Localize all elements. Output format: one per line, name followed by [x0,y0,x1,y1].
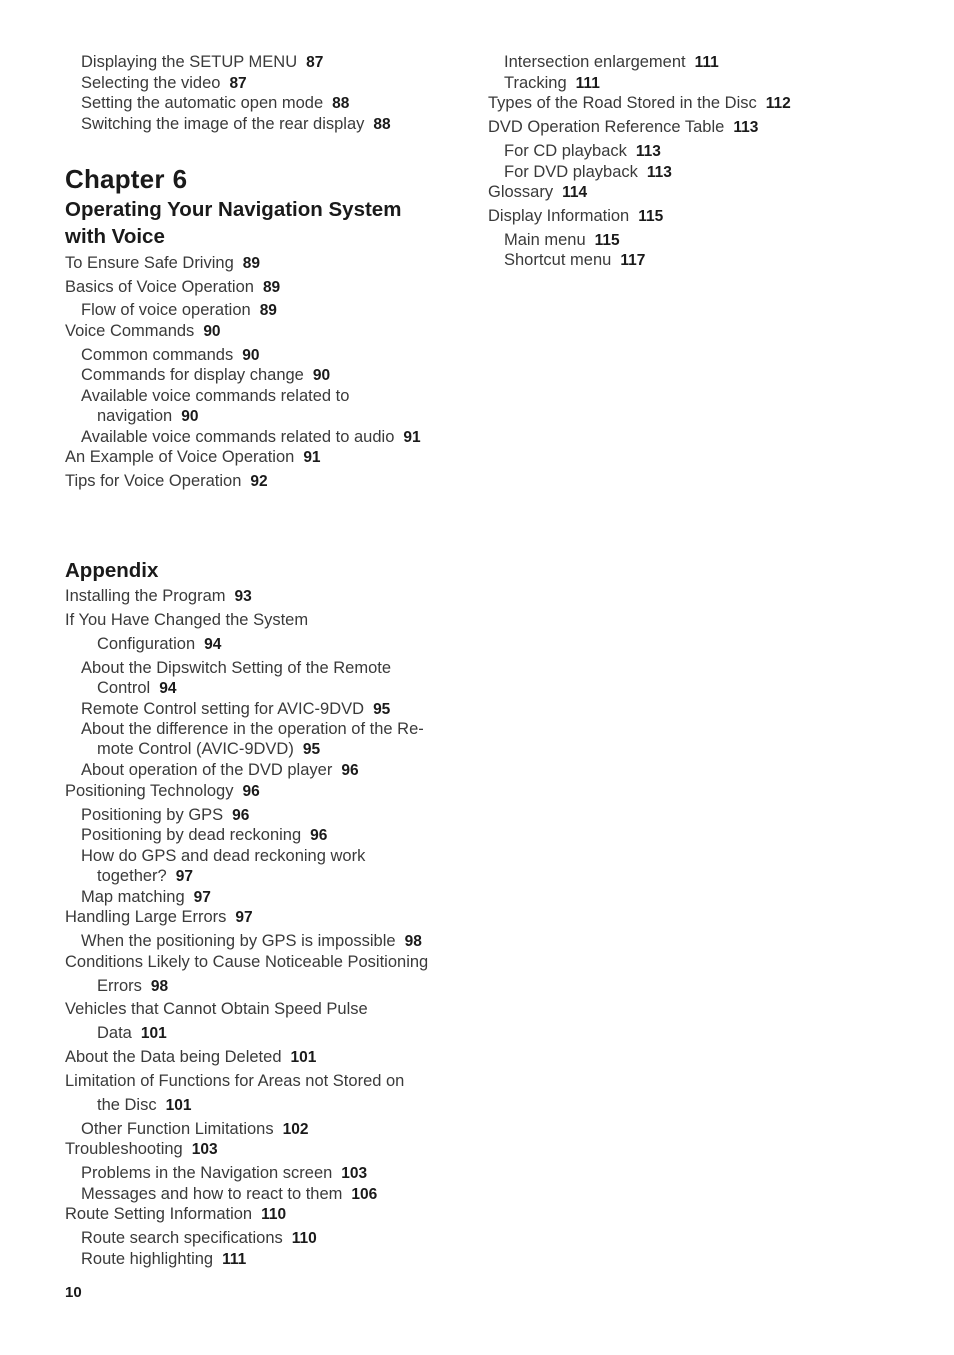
toc-entry[interactable]: Troubleshooting 103 [65,1140,218,1158]
toc-entry[interactable]: Route Setting Information 110 [65,1205,287,1223]
page-ref: 87 [306,54,324,71]
page-ref: 87 [229,75,247,92]
toc-entry[interactable]: Voice Commands 90 [65,322,221,340]
page-ref: 101 [290,1049,317,1066]
page-ref: 110 [291,1230,317,1247]
page-ref: 113 [646,164,672,181]
toc-entry[interactable]: Flow of voice operation 89 [81,301,277,319]
toc-entry[interactable]: About the Dipswitch Setting of the Remote Control 94 [81,659,392,697]
page-ref: 90 [203,323,221,340]
toc-entry[interactable]: Problems in the Navigation screen 103 [81,1164,368,1182]
page-ref: 97 [193,889,211,906]
toc-entry[interactable]: Basics of Voice Operation 89 [65,278,281,296]
page-ref: 114 [562,184,588,201]
page-ref: 96 [341,762,359,779]
toc-entry[interactable]: Setting the automatic open mode 88 [81,94,350,112]
toc-entry[interactable]: About the difference in the operation of the Re- mote Control (AVIC-9DVD) 95 [81,720,424,758]
page-number: 10 [65,1284,82,1301]
page-ref: 94 [204,636,222,653]
page-ref: 96 [310,827,328,844]
page-ref: 89 [262,279,281,296]
toc-entry[interactable]: Display Information 115 [488,207,664,225]
page-ref: 88 [373,116,391,133]
page-ref: 101 [140,1025,167,1042]
appendix-heading: Appendix [65,559,159,582]
toc-entry[interactable]: Common commands 90 [81,346,260,364]
toc-entry[interactable]: Positioning by GPS 96 [81,806,250,824]
chapter-title-line-1: Operating Your Navigation System [65,198,402,221]
page-ref: 96 [232,807,250,824]
page-ref: 113 [635,143,661,160]
toc-entry[interactable]: Commands for display change 90 [81,366,331,384]
page-ref: 115 [638,208,664,225]
page-ref: 111 [575,75,600,92]
page-ref: 89 [259,302,277,319]
page-ref: 111 [222,1251,247,1268]
toc-entry[interactable]: Positioning Technology 96 [65,782,260,800]
page-ref: 95 [302,741,321,758]
page-ref: 101 [165,1097,192,1114]
page-ref: 115 [594,232,620,249]
chapter-heading: Chapter 6 [65,164,188,194]
toc-entry[interactable]: Shortcut menu 117 [504,251,646,269]
toc-entry[interactable]: Route search specifications 110 [81,1229,317,1247]
page-ref: 95 [373,701,391,718]
page-ref: 102 [282,1121,309,1138]
toc-entry[interactable]: Positioning by dead reckoning 96 [81,826,328,844]
toc-entry[interactable]: If You Have Changed the System Configuration 94 [65,611,309,653]
toc-entry[interactable]: Displaying the SETUP MENU 87 [81,53,324,71]
page-ref: 90 [312,367,331,384]
page-ref: 98 [404,933,422,950]
page-ref: 97 [235,909,253,926]
page-ref: 94 [159,680,177,697]
page-ref: 98 [150,978,169,995]
toc-entry[interactable]: Available voice commands related to navigation 90 [81,387,350,425]
page-ref: 113 [733,119,759,136]
toc-entry[interactable]: About the Data being Deleted 101 [65,1048,317,1066]
page-ref: 110 [261,1206,287,1223]
toc-entry[interactable]: Main menu 115 [504,231,620,249]
page-ref: 103 [341,1165,368,1182]
page-ref: 103 [191,1141,218,1158]
page-ref: 92 [250,473,268,490]
page-ref: 106 [351,1186,378,1203]
toc-entry[interactable]: Limitation of Functions for Areas not Stored on the Disc 101 [65,1072,405,1114]
page-ref: 88 [332,95,350,112]
toc-entry[interactable]: Intersection enlargement 111 [504,53,719,71]
toc-entry[interactable]: About operation of the DVD player 96 [81,761,359,779]
toc-entry[interactable]: Glossary 114 [488,183,588,201]
toc-entry[interactable]: For DVD playback 113 [504,163,672,181]
toc-entry[interactable]: Remote Control setting for AVIC-9DVD 95 [81,700,391,718]
toc-entry[interactable]: To Ensure Safe Driving 89 [65,254,260,272]
page-ref: 90 [242,347,260,364]
toc-entry[interactable]: DVD Operation Reference Table 113 [488,118,759,136]
toc-entry[interactable]: Vehicles that Cannot Obtain Speed Pulse Data 101 [65,1000,368,1042]
toc-entry[interactable]: How do GPS and dead reckoning work together? 97 [81,847,366,885]
toc-entry[interactable]: Messages and how to react to them 106 [81,1185,378,1203]
toc-entry[interactable]: Available voice commands related to audio 91 [81,428,421,446]
toc-entry[interactable]: Types of the Road Stored in the Disc 112 [488,94,791,112]
toc-entry[interactable]: Switching the image of the rear display 88 [81,115,391,133]
page-ref: 91 [303,449,321,466]
toc-entry[interactable]: An Example of Voice Operation 91 [65,448,321,466]
toc-entry[interactable]: Handling Large Errors 97 [65,908,253,926]
page-ref: 111 [694,54,719,71]
toc-entry[interactable]: Selecting the video 87 [81,74,247,92]
page-ref: 93 [234,588,252,605]
chapter-title-line-2: with Voice [65,225,165,248]
page-ref: 97 [175,868,193,885]
toc-entry[interactable]: Installing the Program 93 [65,587,252,605]
toc-entry[interactable]: Map matching 97 [81,888,211,906]
toc-entry[interactable]: Route highlighting 111 [81,1250,247,1268]
page-ref: 117 [620,252,646,269]
toc-entry[interactable]: Tips for Voice Operation 92 [65,472,268,490]
toc-entry[interactable]: Conditions Likely to Cause Noticeable Positioning Errors 98 [65,953,429,995]
toc-entry[interactable]: Other Function Limitations 102 [81,1120,309,1138]
page-ref: 112 [765,95,791,112]
page-ref: 89 [242,255,260,272]
toc-entry[interactable]: Tracking 111 [504,74,600,92]
page-ref: 91 [403,429,421,446]
page-ref: 96 [242,783,260,800]
toc-entry[interactable]: For CD playback 113 [504,142,661,160]
toc-entry[interactable]: When the positioning by GPS is impossible 98 [81,932,422,950]
page-ref: 90 [181,408,199,425]
